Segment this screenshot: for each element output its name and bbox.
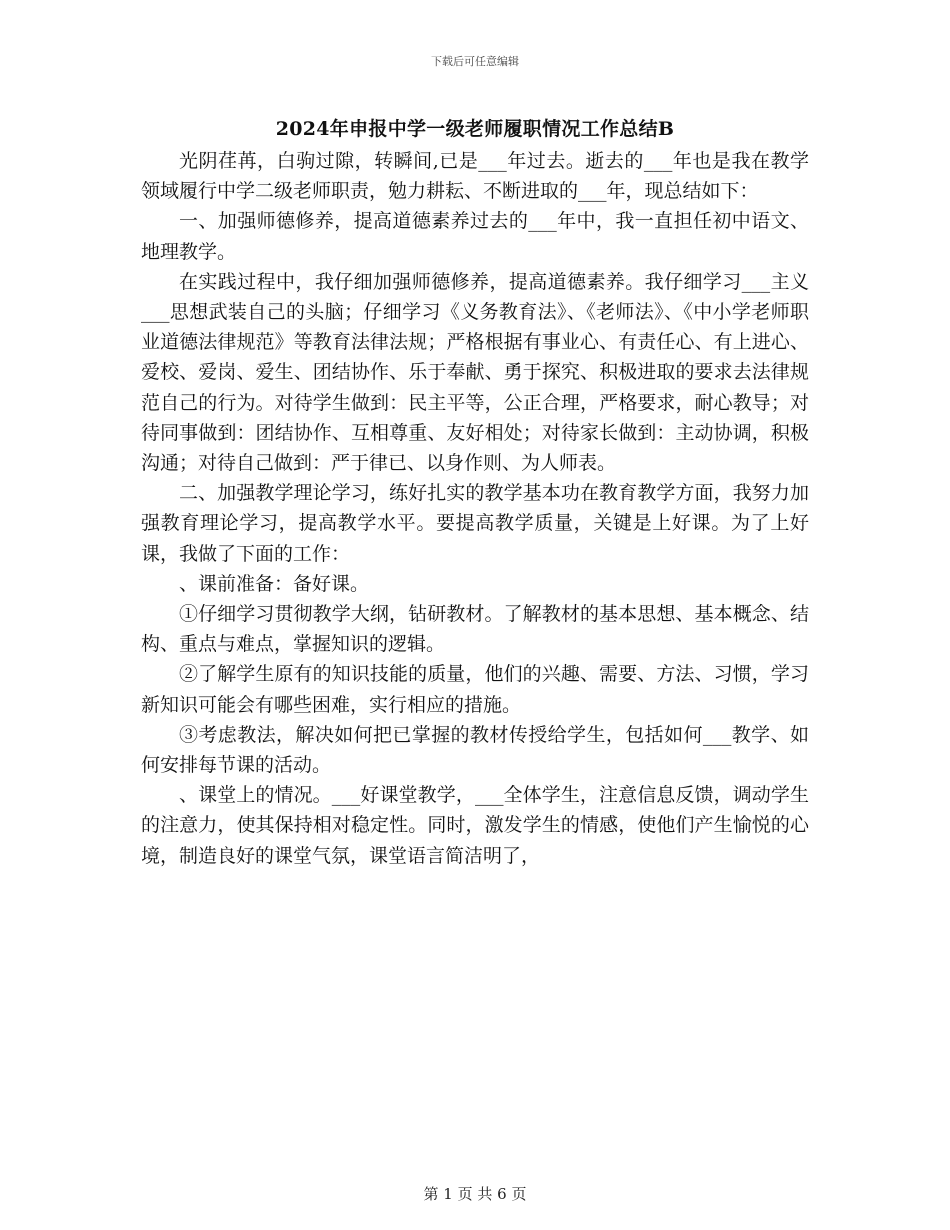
document-body bbox=[141, 146, 809, 871]
paragraph: ③考虑教法，解决如何把已掌握的教材传授给学生，包括如何___教学、如何安排每节课的活动。 bbox=[141, 723, 809, 777]
paragraph: 光阴荏苒，白驹过隙，转瞬间,已是___年过去。逝去的___年也是我在教学领域履行中学二级老师职责，勉力耕耘、不断进取的___年，现总结如下： bbox=[141, 150, 809, 203]
paragraph: 、课前准备：备好课。 bbox=[179, 572, 370, 595]
paragraph: 在实践过程中，我仔细加强师德修养，提高道德素养。我仔细学习___主义___思想武装自己的头脑；仔细学习《义务教育法》、《老师法》、《中小学老师职业道德法律规范》等教育法律法规；严格根据有事业心、有责任心、有上进心、爱校、爱岗、爱生、团结协作、乐于奉献、勇于探究、积极进取的要求去法律规范自己的行为。对待学生做到：民主平等，公正合理，严格要求，耐心教导；对待同事做到：团结协作、互相尊重、友好相处；对待家长做到：主动协调，积极沟通；对待自己做到：严于律已、以身作则、为人师表。 bbox=[141, 270, 809, 475]
paragraph: 一、加强师德修养，提高道德素养过去的___年中，我一直担任初中语文、地理教学。 bbox=[141, 210, 809, 263]
page-number-footer: 第 1 页 共 6 页 bbox=[423, 1185, 527, 1203]
document-title: 2024年申报中学一级老师履职情况工作总结B bbox=[275, 118, 675, 140]
paragraph: 、课堂上的情况。___好课堂教学，___全体学生，注意信息反馈，调动学生的注意力，使其保持相对稳定性。同时，激发学生的情感，使他们产生愉悦的心境，制造良好的课堂气氛，课堂语言简洁明了， bbox=[141, 784, 809, 867]
paragraph: 二、加强教学理论学习，练好扎实的教学基本功在教育教学方面，我努力加强教育理论学习，提高教学水平。要提高教学质量，关键是上好课。为了上好课，我做了下面的工作： bbox=[141, 482, 809, 565]
header-note: 下载后可任意编辑 bbox=[431, 55, 519, 68]
paragraph: ①仔细学习贯彻教学大纲，钻研教材。了解教材的基本思想、基本概念、结构、重点与难点，掌握知识的逻辑。 bbox=[141, 603, 809, 656]
paragraph: ②了解学生原有的知识技能的质量，他们的兴趣、需要、方法、习惯，学习新知识可能会有哪些困难，实行相应的措施。 bbox=[141, 663, 809, 716]
